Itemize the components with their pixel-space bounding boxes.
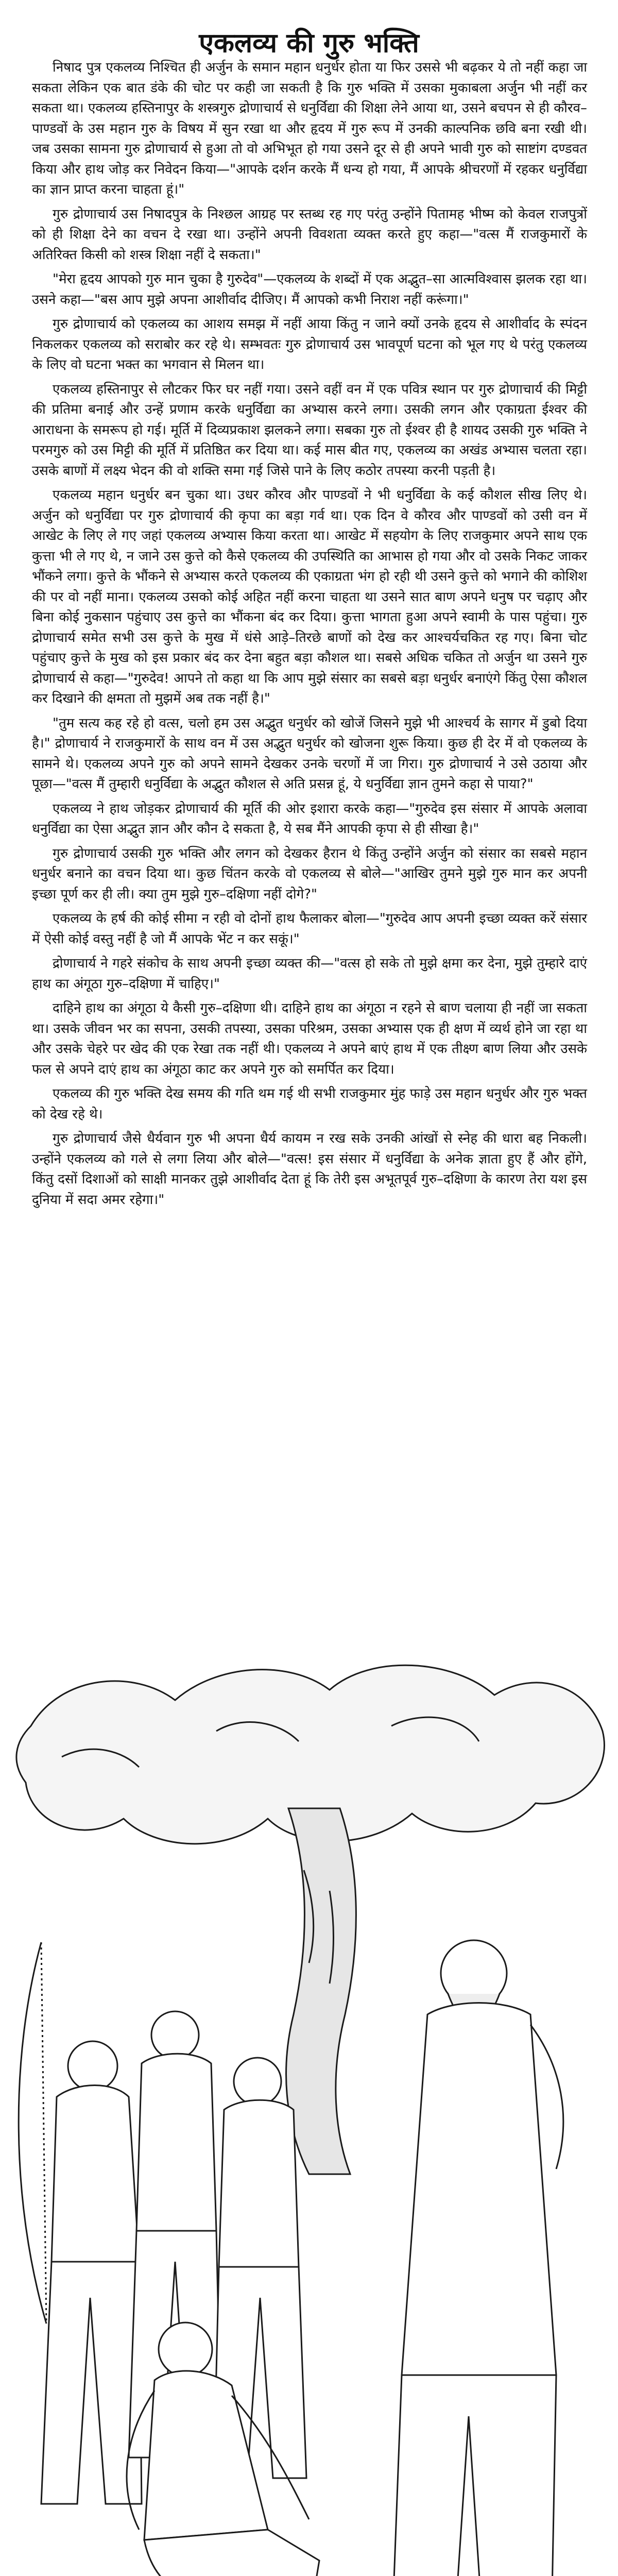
illustration-svg [0, 1654, 618, 2576]
article-paragraph: गुरु द्रोणाचार्य को एकलव्य का आशय समझ में नहीं आया किंतु न जाने क्यों उनके हृदय से आशीर्वाद के स्पंदन निकलकर एकलव्य को सराबोर कर रहे थे। सम्भवतः गुरु द्रोणाचार्य उस भावपूर्ण घटना को भूल गए थे परंतु एकलव्य के लिए वो घटना भक्त का भगवान से मिलन था। [32, 316, 587, 372]
article-paragraph: एकलव्य की गुरु भक्ति देख समय की गति थम गई थी सभी राजकुमार मुंह फाड़े उस महान धनुर्धर और गुरु भक्त को देख रहे थे। [32, 1086, 587, 1122]
article-paragraph: गुरु द्रोणाचार्य उस निषादपुत्र के निश्छल आग्रह पर स्तब्ध रह गए परंतु उन्होंने पितामह भीष्म को केवल राजपुत्रों को ही शिक्षा देने का वचन दे रखा था। उन्होंने अपनी विवशता व्यक्त करते हुए कहा—"वत्स मैं राजकुमारों के अतिरिक्त किसी को शस्त्र शिक्षा नहीं दे सकता।" [32, 206, 587, 263]
comic-illustration [0, 1654, 618, 2576]
article-paragraph: "तुम सत्य कह रहे हो वत्स, चलो हम उस अद्भुत धनुर्धर को खोजें जिसने मुझे भी आश्चर्य के सागर में डुबो दिया है।" द्रोणाचार्य ने राजकुमारों के साथ वन में उस अद्भुत धनुर्धर को खोजना शुरू किया। कुछ ही देर में वो एकलव्य के सामने थे। एकलव्य अपने गुरु को अपने सामने देखकर उनके चरणों में जा गिरा। गुरु द्रोणाचार्य ने उसे उठाया और पूछा—"वत्स मैं तुम्हारी धनुर्विद्या के अद्भुत कौशल से अति प्रसन्न हूं, ये धनुर्विद्या ज्ञान तुमने कहा से पाया?" [32, 715, 587, 792]
article-paragraph: एकलव्य महान धनुर्धर बन चुका था। उधर कौरव और पाण्डवों ने भी धनुर्विद्या के कई कौशल सीख लिए थे। अर्जुन को धनुर्विद्या पर गुरु द्रोणाचार्य की कृपा का बड़ा गर्व था। एक दिन वे कौरव और पाण्डवों को उसी वन में आखेट के लिए ले गए जहां एकलव्य अभ्यास किया करता था। आखेट में सहयोग के लिए राजकुमार अपने साथ एक कुत्ता भी ले गए थे, न जाने उस कुत्ते को कैसे एकलव्य की उपस्थिति का आभास हो गया और वो उसके निकट जाकर भौंकने लगा। कुत्ते के भौंकने से अभ्यास करते एकलव्य की एकाग्रता भंग हो रही थी उसने कुत्ते को भगाने की कोशिश की पर वो नहीं माना। एकलव्य उसको कोई अहित नहीं करना चाहता था उसने सात बाण अपने धनुष पर चढ़ाए और बिना कोई नुकसान पहुंचाए उस कुत्ते का भौंकना बंद कर दिया। कुत्ता भागता हुआ अपने स्वामी के पास पहुंचा। गुरु द्रोणाचार्य समेत सभी उस कुत्ते के मुख में धंसे आड़े–तिरछे बाणों को देख कर आश्चर्यचकित रह गए। बिना चोट पहुंचाए कुत्ते के मुख को इस प्रकार बंद कर देना बहुत बड़ा कौशल था। सबसे अधिक चकित तो अर्जुन था उसने गुरु द्रोणाचार्य से कहा—"गुरुदेव! आपने तो कहा था कि आप मुझे संसार का सबसे बड़ा धनुर्धर बनाएंगे किंतु ऐसा कौशल कर दिखाने की क्षमता तो मुझमें अब तक नहीं है।" [32, 487, 587, 706]
article-body [32, 58, 587, 1214]
article-paragraph: निषाद पुत्र एकलव्य निश्चित ही अर्जुन के समान महान धनुर्धर होता या फिर उससे भी बढ़कर ये तो नहीं कहा जा सकता लेकिन एक बात डंके की चोट पर कही जा सकती है कि गुरु भक्ति में उसका मुकाबला अर्जुन भी नहीं कर सकता था। एकलव्य हस्तिनापुर के शस्त्रगुरु द्रोणाचार्य से धनुर्विद्या की शिक्षा लेने आया था, उसने बचपन से ही कौरव–पाण्डवों के उस महान गुरु के विषय में सुन रखा था और हृदय में गुरु रूप में उनकी काल्पनिक छवि बना रखी थी। जब उसका सामना गुरु द्रोणाचार्य से हुआ तो वो अभिभूत हो गया उसने दूर से ही अपने भावी गुरु को साष्टांग दण्डवत किया और हाथ जोड़ कर निवेदन किया—"आपके दर्शन करके मैं धन्य हो गया, मैं आपके श्रीचरणों में रहकर धनुर्विद्या का ज्ञान प्राप्त करना चाहता हूं।" [32, 60, 587, 197]
article-paragraph: दाहिने हाथ का अंगूठा ये कैसी गुरु–दक्षिणा थी। दाहिने हाथ का अंगूठा न रहने से बाण चलाया ही नहीं जा सकता था। उसके जीवन भर का सपना, उसकी तपस्या, उसका परिश्रम, उसका अभ्यास एक ही क्षण में व्यर्थ होने जा रहा था और उसके चेहरे पर खेद की एक रेखा तक नहीं थी। एकलव्य ने अपने बाएं हाथ में एक तीक्ष्ण बाण लिया और उसके फल से अपने दाएं हाथ का अंगूठा काट कर अपने गुरु को समर्पित कर दिया। [32, 1001, 587, 1077]
article-paragraph: गुरु द्रोणाचार्य जैसे धैर्यवान गुरु भी अपना धैर्य कायम न रख सके उनकी आंखों से स्नेह की धारा बह निकली। उन्होंने एकलव्य को गले से लगा लिया और बोले—"वत्स! इस संसार में धनुर्विद्या के अनेक ज्ञाता हुए हैं और होंगे, किंतु दसों दिशाओं को साक्षी मानकर तुझे आशीर्वाद देता हूं कि तेरी इस अभूतपूर्व गुरु–दक्षिणा के कारण तेरा यश इस दुनिया में सदा अमर रहेगा।" [32, 1131, 587, 1208]
article-paragraph: द्रोणाचार्य ने गहरे संकोच के साथ अपनी इच्छा व्यक्त की—"वत्स हो सके तो मुझे क्षमा कर देना, मुझे तुम्हारे दाएं हाथ का अंगूठा गुरु–दक्षिणा में चाहिए।" [32, 956, 587, 992]
article-paragraph: एकलव्य के हर्ष की कोई सीमा न रही वो दोनों हाथ फैलाकर बोला—"गुरुदेव आप अपनी इच्छा व्यक्त करें संसार में ऐसी कोई वस्तु नहीं है जो मैं आपके भेंट न कर सकूं।" [32, 911, 587, 947]
article-paragraph: एकलव्य ने हाथ जोड़कर द्रोणाचार्य की मूर्ति की ओर इशारा करके कहा—"गुरुदेव इस संसार में आपके अलावा धनुर्विद्या का ऐसा अद्भुत ज्ञान और कौन दे सकता है, ये सब मैंने आपकी कृपा से ही सीखा है।" [32, 801, 587, 837]
article-title: एकलव्य की गुरु भक्ति [199, 27, 419, 59]
article-paragraph: एकलव्य हस्तिनापुर से लौटकर फिर घर नहीं गया। उसने वहीं वन में एक पवित्र स्थान पर गुरु द्रोणाचार्य की मिट्टी की प्रतिमा बनाई और उन्हें प्रणाम करके धनुर्विद्या का अभ्यास करने लगा। उसकी लगन और एकाग्रता ईश्वर की आराधना के समरूप हो गई। मूर्ति में दिव्यप्रकाश झलकने लगा। सबका गुरु तो ईश्वर ही है शायद उसकी गुरु भक्ति ने परमगुरु को उस मिट्टी की मूर्ति में प्रतिष्ठित कर दिया था। कई मास बीत गए, एकलव्य का अखंड अभ्यास चलता रहा। उसके बाणों में लक्ष्य भेदन की वो शक्ति समा गई जिसे पाने के लिए कठोर तपस्या करनी पड़ती है। [32, 381, 587, 479]
article-paragraph: "मेरा हृदय आपको गुरु मान चुका है गुरुदेव"—एकलव्य के शब्दों में एक अद्भुत–सा आत्मविश्वास झलक रहा था। उसने कहा—"बस आप मुझे अपना आशीर्वाद दीजिए। मैं आपको कभी निराश नहीं करूंगा।" [32, 272, 587, 308]
article-paragraph: गुरु द्रोणाचार्य उसकी गुरु भक्ति और लगन को देखकर हैरान थे किंतु उन्होंने अर्जुन को संसार का सबसे महान धनुर्धर बनाने का वचन दिया था। कुछ चिंतन करके वो एकलव्य से बोले—"आखिर तुमने मुझे गुरु मान कर अपनी इच्छा पूर्ण कर ही ली। क्या तुम मुझे गुरु–दक्षिणा नहीं दोगे?" [32, 845, 587, 902]
